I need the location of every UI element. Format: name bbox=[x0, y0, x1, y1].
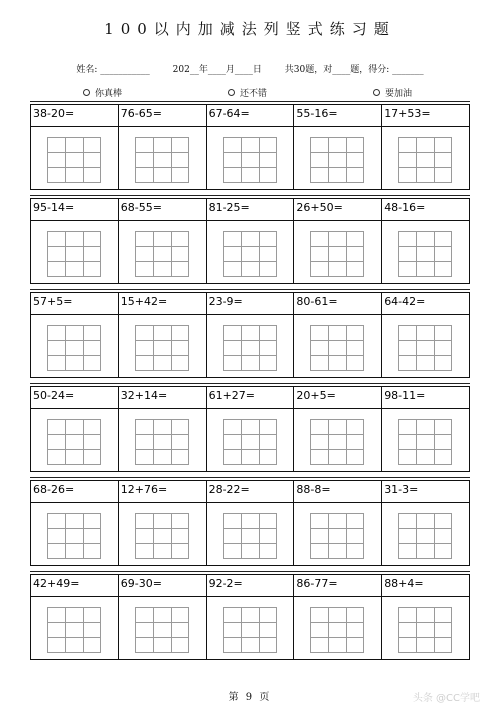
problem-divider bbox=[207, 408, 294, 409]
vertical-calc-grid[interactable] bbox=[47, 325, 101, 371]
problem-row-cells bbox=[30, 386, 470, 472]
problem-cell bbox=[207, 199, 295, 283]
page-number: 第 9 页 bbox=[228, 692, 272, 703]
vertical-calc-grid[interactable] bbox=[47, 137, 101, 183]
problem-divider bbox=[207, 314, 294, 315]
problem-cell bbox=[382, 575, 469, 659]
problem-cell bbox=[31, 199, 119, 283]
problem-divider bbox=[294, 408, 381, 409]
problem-cell bbox=[207, 387, 295, 471]
vertical-calc-grid[interactable] bbox=[398, 513, 452, 559]
problem-divider bbox=[294, 596, 381, 597]
rating-option-1[interactable] bbox=[83, 86, 122, 99]
vertical-calc-grid[interactable] bbox=[135, 419, 189, 465]
problem-cell bbox=[31, 481, 119, 565]
problem-divider bbox=[31, 220, 118, 221]
problem-text: 61+27= bbox=[208, 389, 256, 402]
vertical-calc-grid[interactable] bbox=[223, 607, 277, 653]
vertical-calc-grid[interactable] bbox=[310, 325, 364, 371]
problem-text: 38-20= bbox=[33, 107, 75, 120]
vertical-calc-grid[interactable] bbox=[223, 419, 277, 465]
problem-text: 64-42= bbox=[384, 295, 426, 308]
problem-cell bbox=[207, 293, 295, 377]
problem-divider bbox=[119, 220, 206, 221]
vertical-calc-grid[interactable] bbox=[135, 137, 189, 183]
problem-cell bbox=[119, 105, 207, 189]
rating-label: 要加油 bbox=[385, 89, 413, 99]
problem-row-cells bbox=[30, 104, 470, 190]
problem-divider bbox=[119, 314, 206, 315]
vertical-calc-grid[interactable] bbox=[398, 419, 452, 465]
vertical-calc-grid[interactable] bbox=[47, 231, 101, 277]
problem-cell bbox=[119, 199, 207, 283]
problem-divider bbox=[119, 596, 206, 597]
problem-text: 28-22= bbox=[208, 483, 250, 496]
problem-cell bbox=[119, 481, 207, 565]
problem-divider bbox=[119, 126, 206, 127]
vertical-calc-grid[interactable] bbox=[310, 231, 364, 277]
problem-text: 67-64= bbox=[208, 107, 250, 120]
rating-option-2[interactable] bbox=[228, 86, 267, 99]
problem-divider bbox=[382, 596, 469, 597]
worksheet-title: 100以内加减法列竖式练习题 bbox=[104, 20, 396, 38]
problem-text: 86-77= bbox=[296, 577, 338, 590]
vertical-calc-grid[interactable] bbox=[47, 419, 101, 465]
problem-cell bbox=[31, 105, 119, 189]
problem-text: 92-2= bbox=[208, 577, 243, 590]
problem-row-cells bbox=[30, 574, 470, 660]
problem-cell bbox=[119, 387, 207, 471]
rating-label: 你真棒 bbox=[95, 89, 123, 99]
problem-cell bbox=[119, 293, 207, 377]
problem-divider bbox=[294, 502, 381, 503]
rating-options bbox=[0, 86, 500, 98]
problem-row bbox=[30, 574, 470, 668]
vertical-calc-grid[interactable] bbox=[223, 513, 277, 559]
problem-text: 98-11= bbox=[384, 389, 426, 402]
problem-text: 15+42= bbox=[120, 295, 168, 308]
problem-divider bbox=[382, 502, 469, 503]
problem-cell bbox=[294, 105, 382, 189]
rating-label: 还不错 bbox=[240, 89, 268, 99]
problem-cell bbox=[31, 575, 119, 659]
problem-text: 68-26= bbox=[33, 483, 75, 496]
rating-option-3[interactable] bbox=[373, 86, 412, 99]
problem-cell bbox=[119, 575, 207, 659]
problem-text: 95-14= bbox=[33, 201, 75, 214]
vertical-calc-grid[interactable] bbox=[310, 419, 364, 465]
problem-divider bbox=[31, 502, 118, 503]
problem-cell bbox=[382, 105, 469, 189]
problem-divider bbox=[294, 126, 381, 127]
problem-cell bbox=[207, 481, 295, 565]
problem-divider bbox=[207, 502, 294, 503]
problem-text: 23-9= bbox=[208, 295, 243, 308]
problem-cell bbox=[207, 575, 295, 659]
problem-text: 69-30= bbox=[120, 577, 162, 590]
vertical-calc-grid[interactable] bbox=[398, 325, 452, 371]
problem-row bbox=[30, 198, 470, 292]
problem-divider bbox=[207, 220, 294, 221]
problem-text: 68-55= bbox=[120, 201, 162, 214]
problem-divider bbox=[382, 314, 469, 315]
problem-divider bbox=[119, 502, 206, 503]
vertical-calc-grid[interactable] bbox=[135, 607, 189, 653]
problem-text: 42+49= bbox=[33, 577, 80, 590]
vertical-calc-grid[interactable] bbox=[398, 231, 452, 277]
vertical-calc-grid[interactable] bbox=[398, 137, 452, 183]
vertical-calc-grid[interactable] bbox=[47, 607, 101, 653]
problem-divider bbox=[382, 126, 469, 127]
problem-cell bbox=[207, 105, 295, 189]
vertical-calc-grid[interactable] bbox=[135, 325, 189, 371]
watermark: 头条 @CC学吧 bbox=[412, 693, 480, 704]
problem-row-cells bbox=[30, 292, 470, 378]
vertical-calc-grid[interactable] bbox=[310, 513, 364, 559]
problem-cell bbox=[294, 293, 382, 377]
problem-text: 81-25= bbox=[208, 201, 250, 214]
problem-text: 55-16= bbox=[296, 107, 338, 120]
vertical-calc-grid[interactable] bbox=[135, 231, 189, 277]
problem-divider bbox=[31, 408, 118, 409]
problem-divider bbox=[31, 314, 118, 315]
problem-cell bbox=[382, 199, 469, 283]
problem-divider bbox=[119, 408, 206, 409]
radio-circle-icon[interactable] bbox=[373, 89, 380, 96]
vertical-calc-grid[interactable] bbox=[135, 513, 189, 559]
problem-divider bbox=[382, 408, 469, 409]
problem-cell bbox=[294, 575, 382, 659]
vertical-calc-grid[interactable] bbox=[310, 137, 364, 183]
vertical-calc-grid[interactable] bbox=[223, 231, 277, 277]
problem-text: 31-3= bbox=[384, 483, 419, 496]
problem-divider bbox=[294, 220, 381, 221]
problem-divider bbox=[294, 314, 381, 315]
problem-row bbox=[30, 104, 470, 198]
problem-text: 17+53= bbox=[384, 107, 431, 120]
problem-text: 20+5= bbox=[296, 389, 336, 402]
problem-divider bbox=[207, 126, 294, 127]
vertical-calc-grid[interactable] bbox=[223, 137, 277, 183]
problem-text: 26+50= bbox=[296, 201, 343, 214]
radio-circle-icon[interactable] bbox=[228, 89, 235, 96]
problem-text: 32+14= bbox=[120, 389, 168, 402]
problem-text: 76-65= bbox=[120, 107, 162, 120]
problem-cell bbox=[382, 293, 469, 377]
vertical-calc-grid[interactable] bbox=[310, 607, 364, 653]
problem-cell bbox=[382, 481, 469, 565]
problem-text: 88+4= bbox=[384, 577, 424, 590]
problem-divider bbox=[31, 126, 118, 127]
problem-row bbox=[30, 480, 470, 574]
problem-cell bbox=[294, 387, 382, 471]
problem-grid bbox=[30, 104, 470, 668]
problem-cell bbox=[294, 481, 382, 565]
problem-row bbox=[30, 292, 470, 386]
problem-row-cells bbox=[30, 198, 470, 284]
problem-text: 80-61= bbox=[296, 295, 338, 308]
problem-divider bbox=[31, 596, 118, 597]
vertical-calc-grid[interactable] bbox=[223, 325, 277, 371]
problem-text: 88-8= bbox=[296, 483, 331, 496]
problem-cell bbox=[382, 387, 469, 471]
problem-row bbox=[30, 386, 470, 480]
vertical-calc-grid[interactable] bbox=[398, 607, 452, 653]
radio-circle-icon[interactable] bbox=[83, 89, 90, 96]
problem-cell bbox=[31, 387, 119, 471]
student-info-line: 姓名: ___________ 202__年____月____日 共30题，对____题，得分: _______ bbox=[76, 65, 424, 75]
problem-cell bbox=[294, 199, 382, 283]
vertical-calc-grid[interactable] bbox=[47, 513, 101, 559]
problem-text: 48-16= bbox=[384, 201, 426, 214]
problem-divider bbox=[382, 220, 469, 221]
problem-text: 57+5= bbox=[33, 295, 73, 308]
problem-text: 50-24= bbox=[33, 389, 75, 402]
problem-cell bbox=[31, 293, 119, 377]
problem-row-cells bbox=[30, 480, 470, 566]
problem-divider bbox=[207, 596, 294, 597]
problem-text: 12+76= bbox=[120, 483, 168, 496]
